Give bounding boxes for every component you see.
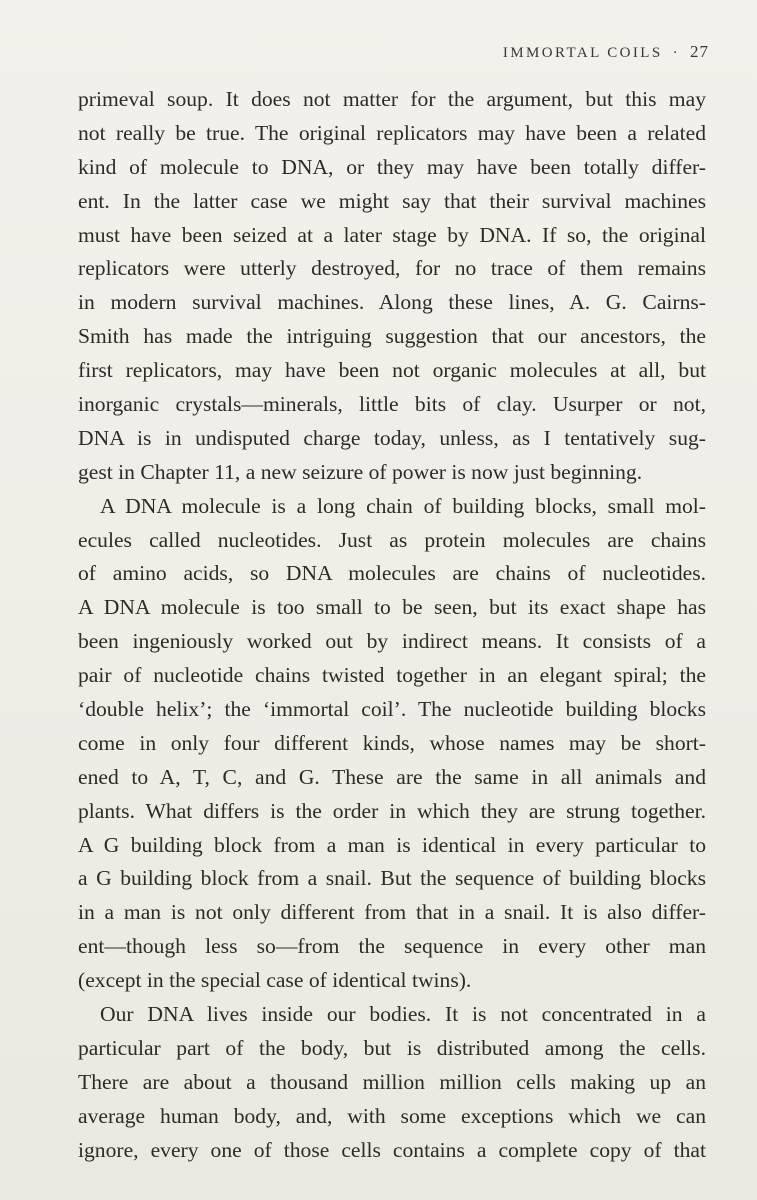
text-line: Our DNA lives inside our bodies. It is not concentrated in a xyxy=(100,1002,706,1027)
text-line: first replicators, may have been not organic molecules at all, but xyxy=(78,358,706,383)
text-line: a G building block from a snail. But the sequence of building blocks xyxy=(78,866,706,891)
text-line: come in only four different kinds, whose names may be short- xyxy=(78,730,706,755)
text-line: average human body, and, with some exceptions which we can xyxy=(78,1103,706,1128)
text-line: in a man is not only different from that in a snail. It is also differ- xyxy=(78,900,706,925)
body-text xyxy=(78,83,706,1168)
chapter-title: IMMORTAL COILS xyxy=(502,45,663,61)
header-separator: · xyxy=(672,45,680,61)
text-line: There are about a thousand million million cells making up an xyxy=(78,1069,706,1094)
text-line: pair of nucleotide chains twisted together in an elegant spiral; the xyxy=(78,663,706,688)
text-line: not really be true. The original replicators may have been a related xyxy=(78,120,706,145)
text-line: particular part of the body, but is distributed among the cells. xyxy=(78,1035,706,1060)
text-line: A DNA molecule is a long chain of building blocks, small mol- xyxy=(100,493,706,518)
text-line: Smith has made the intriguing suggestion that our ancestors, the xyxy=(78,324,706,349)
running-head xyxy=(503,42,709,62)
text-line: DNA is in undisputed charge today, unless, as I tentatively sug- xyxy=(78,425,706,450)
text-line: ‘double helix’; the ‘immortal coil’. The nucleotide building blocks xyxy=(78,697,706,722)
text-line: ecules called nucleotides. Just as protein molecules are chains xyxy=(78,527,706,552)
text-line: ignore, every one of those cells contains a complete copy of that xyxy=(78,1137,706,1162)
text-line: (except in the special case of identical twins). xyxy=(78,968,472,993)
text-line: A G building block from a man is identical in every particular to xyxy=(78,832,706,857)
text-line: kind of molecule to DNA, or they may have been totally differ- xyxy=(78,154,706,179)
text-line: must have been seized at a later stage by DNA. If so, the original xyxy=(78,222,706,247)
text-line: gest in Chapter 11, a new seizure of power is now just beginning. xyxy=(78,459,643,484)
page-number: 27 xyxy=(690,42,709,61)
text-line: inorganic crystals—minerals, little bits of clay. Usurper or not, xyxy=(78,392,706,417)
text-line: primeval soup. It does not matter for the argument, but this may xyxy=(78,87,706,111)
text-line: of amino acids, so DNA molecules are chains of nucleotides. xyxy=(78,561,706,586)
text-line: A DNA molecule is too small to be seen, but its exact shape has xyxy=(78,595,706,620)
text-line: in modern survival machines. Along these lines, A. G. Cairns- xyxy=(78,290,706,315)
text-line: ened to A, T, C, and G. These are the same in all animals and xyxy=(78,764,706,789)
text-line: plants. What differs is the order in which they are strung together. xyxy=(78,798,706,823)
text-line: replicators were utterly destroyed, for no trace of them remains xyxy=(78,256,706,281)
text-line: been ingeniously worked out by indirect means. It consists of a xyxy=(78,629,706,654)
text-line: ent—though less so—from the sequence in every other man xyxy=(78,934,706,959)
text-line: ent. In the latter case we might say that their survival machines xyxy=(78,188,706,213)
